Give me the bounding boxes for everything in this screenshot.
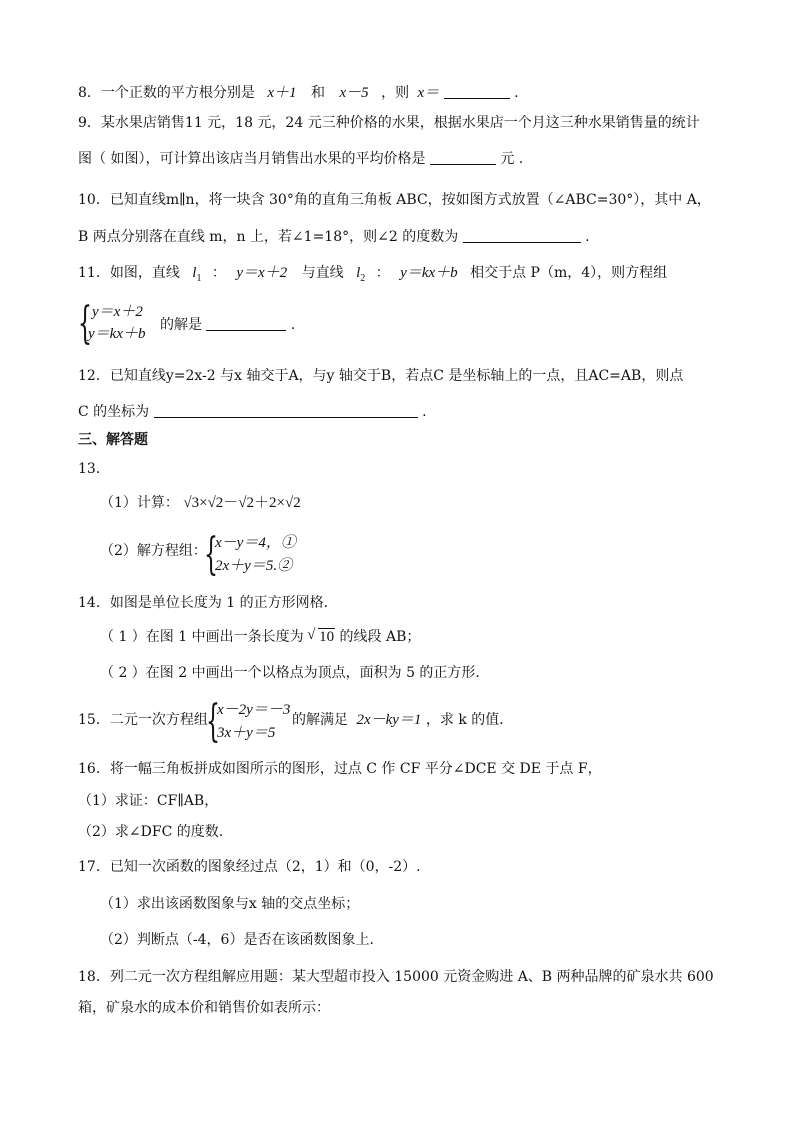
- question-12-line-2: C 的坐标为 .: [78, 404, 427, 420]
- question-10-line-2: B 两点分别落在直线 m，n 上，若∠1=18°，则∠2 的度数为 .: [78, 229, 590, 245]
- question-16-part-2: （2）求∠DFC 的度数.: [78, 824, 224, 840]
- question-17-part-2: （2）判断点（-4，6）是否在该函数图象上．: [100, 932, 384, 948]
- question-18-line-2: 箱，矿泉水的成本价和销售价如表所示：: [78, 1000, 330, 1016]
- brace-icon: {: [204, 531, 218, 581]
- question-17-line-1: 17．已知一次函数的图象经过点（2，1）和（0，-2）.: [78, 859, 421, 875]
- sqrt-symbol: √ 10: [308, 627, 335, 647]
- answer-blank[interactable]: [463, 228, 581, 243]
- question-13-number: 13．: [78, 461, 110, 477]
- question-11-line-2: 的解是 .: [160, 317, 296, 333]
- system-eq-2: 3x＋y＝5: [217, 725, 276, 741]
- question-16-part-1: （1）求证：CF∥AB，: [78, 793, 219, 809]
- answer-blank[interactable]: [430, 150, 496, 165]
- brace-icon: {: [78, 300, 92, 350]
- section-heading: 三、解答题: [78, 432, 148, 448]
- question-15-condition: 的解满足 2x－ky＝1 ，求 k 的值．: [292, 712, 514, 728]
- system-eq-1: y＝x＋2: [92, 304, 143, 320]
- brace-icon: {: [206, 698, 220, 748]
- question-18-line-1: 18．列二元一次方程组解应用题：某大型超市投入 15000 元资金购进 A、B 两种品牌的矿泉水共 600: [78, 969, 714, 985]
- system-eq-1: x－2y＝－3: [217, 702, 291, 718]
- system-eq-2: y＝kx＋b: [88, 326, 146, 342]
- system-eq-1: x－y＝4，①: [215, 535, 296, 551]
- answer-blank[interactable]: [206, 316, 286, 331]
- question-13-part-1: （1）计算： √3×√2－√2＋2×√2: [100, 495, 301, 511]
- question-14-part-1: （ 1 ）在图 1 中画出一条长度为 √ 10 的线段 AB；: [100, 627, 420, 647]
- question-15-label: 15．二元一次方程组: [78, 712, 208, 728]
- question-14-part-2: （ 2 ）在图 2 中画出一个以格点为顶点，面积为 5 的正方形．: [100, 665, 490, 681]
- system-eq-2: 2x＋y＝5.②: [215, 558, 293, 574]
- question-8: 8．一个正数的平方根分别是 x＋1 和 x－5 ，则 x＝ .: [78, 85, 519, 101]
- question-9-line-1: 9．某水果店销售11 元，18 元，24 元三种价格的水果，根据水果店一个月这三种水果销售量的统计: [78, 115, 700, 131]
- answer-blank[interactable]: [444, 84, 510, 99]
- question-11-line-1: 11．如图，直线 $l_1$ ： y＝x＋2 与直线 $l_2$ ： y＝kx＋b 相交于点 P（m，4），则方程组: [78, 265, 668, 284]
- question-12-line-1: 12．已知直线y=2x-2 与x 轴交于A，与y 轴交于B，若点C 是坐标轴上的一点，且AC=AB，则点: [78, 368, 684, 384]
- question-17-part-1: （1）求出该函数图象与x 轴的交点坐标；: [100, 896, 360, 912]
- answer-blank[interactable]: [154, 403, 418, 418]
- question-13-part-2-label: （2）解方程组：: [100, 543, 207, 559]
- question-9-line-2: 图（ 如图），可计算出该店当月销售出水果的平均价格是 元 .: [78, 151, 524, 167]
- question-10-line-1: 10．已知直线m∥n，将一块含 30°角的直角三角板 ABC，按如图方式放置（∠ABC=30°），其中 A，: [78, 192, 711, 208]
- question-14-line-1: 14．如图是单位长度为 1 的正方形网格．: [78, 595, 338, 611]
- question-16-line-1: 16．将一幅三角板拼成如图所示的图形，过点 C 作 CF 平分∠DCE 交 DE 于点 F，: [78, 761, 602, 777]
